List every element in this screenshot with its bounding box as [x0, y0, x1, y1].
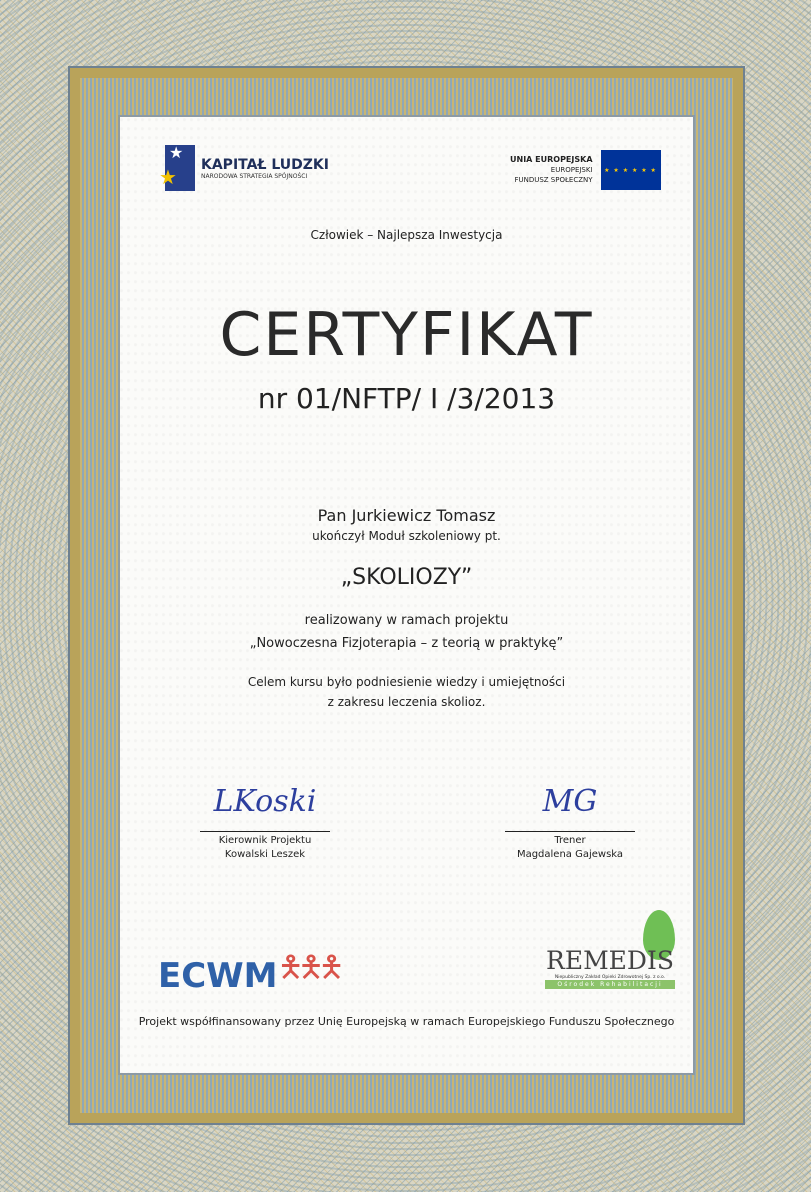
signature-image: MG: [542, 784, 598, 819]
kl-subtitle: NARODOWA STRATEGIA SPÓJNOŚCI: [201, 172, 308, 180]
kl-title: KAPITAŁ LUDZKI: [201, 156, 329, 173]
goal-line1: Celem kursu było podniesienie wiedzy i umiejętności: [247, 675, 566, 689]
signature-image: LKoski: [213, 784, 317, 819]
goal-line2: z zakresu leczenia skolioz.: [327, 695, 486, 709]
motto: Człowiek – Najlepsza Inwestycja: [310, 228, 503, 242]
module-name: „SKOLIOZY”: [340, 565, 473, 590]
project-intro: realizowany w ramach projektu: [304, 613, 509, 628]
signature-block-trainer: [500, 784, 640, 862]
signature-name: Kowalski Leszek: [224, 849, 306, 860]
eu-flag-icon: ★ ★ ★ ★ ★ ★: [601, 150, 661, 190]
signature-line: [505, 831, 635, 832]
eu-line2: EUROPEJSKI: [550, 166, 593, 174]
recipient-name: Pan Jurkiewicz Tomasz: [317, 506, 496, 525]
signature-role: Kierownik Projektu: [218, 835, 312, 846]
certificate-title: CERTYFIKAT: [219, 300, 594, 370]
eu-line3: FUNDUSZ SPOŁECZNY: [514, 176, 593, 184]
signature-line: [200, 831, 330, 832]
completed-text: ukończył Moduł szkoleniowy pt.: [312, 529, 501, 543]
signature-block-manager: [195, 784, 335, 862]
ecwm-logo: [158, 945, 339, 996]
project-name: „Nowoczesna Fizjoterapia – z teorią w praktykę”: [249, 636, 564, 651]
eu-line1: UNIA EUROPEJSKA: [510, 155, 593, 164]
signature-name: Magdalena Gajewska: [516, 849, 624, 860]
remedis-text: REMEDIS: [546, 946, 674, 975]
kapital-ludzki-emblem-icon: [165, 145, 195, 191]
kapital-ludzki-logo: [165, 145, 329, 191]
family-figures-icon: 🯅🯅🯅: [277, 950, 339, 985]
remedis-band: Ośrodek Rehabilitacji: [545, 980, 675, 989]
remedis-logo: [545, 910, 675, 989]
footer-text: Projekt współfinansowany przez Unię Europejską w ramach Europejskiego Funduszu Społecznego: [138, 1015, 675, 1028]
remedis-subtitle: Niepubliczny Zakład Opieki Zdrowotnej Sp. z o.o.: [554, 975, 666, 980]
ecwm-text: ECWM: [158, 956, 278, 996]
eu-logo: [510, 150, 661, 190]
certificate-number: nr 01/NFTP/ I /3/2013: [257, 382, 556, 415]
signature-role: Trener: [554, 835, 586, 846]
